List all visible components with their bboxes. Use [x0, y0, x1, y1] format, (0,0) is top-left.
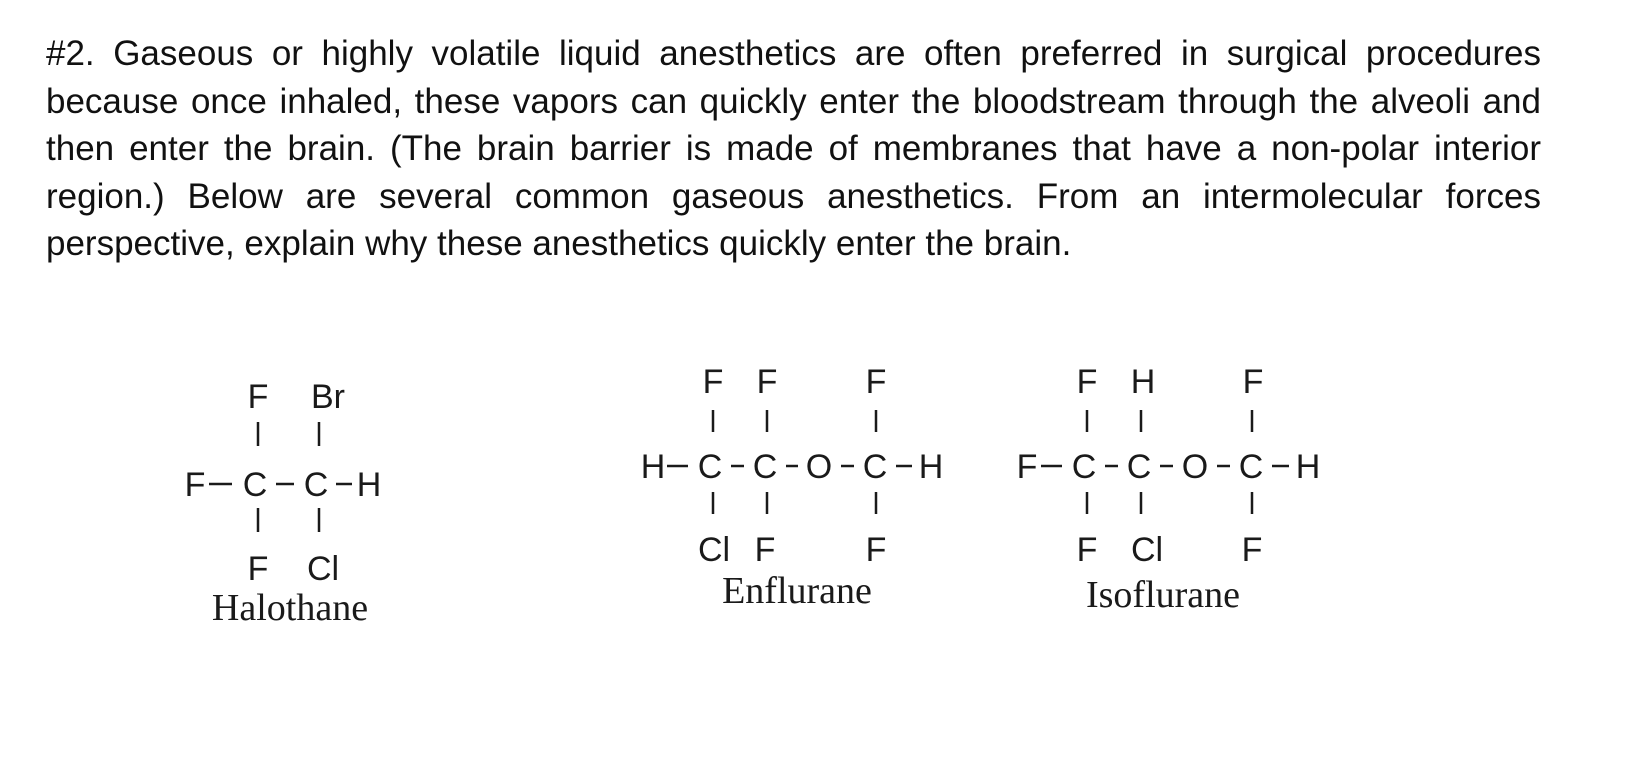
enflurane-bottom-atom-3: F: [865, 531, 887, 569]
isoflurane-mid-atom-5: C: [1238, 448, 1264, 486]
isoflurane-mid-atom-1: F: [1016, 448, 1038, 486]
enflurane-mid-atom-2: C: [697, 448, 723, 486]
enflurane-mid-atom-5: C: [862, 448, 888, 486]
isoflurane-top-atom-3: F: [1242, 363, 1264, 401]
halothane-structure: [185, 378, 382, 629]
isoflurane-top-atom-2: H: [1130, 363, 1156, 401]
halothane-mid-atom-1: F: [184, 466, 206, 504]
enflurane-bottom-atom-1: Cl: [697, 531, 731, 569]
enflurane-mid-atom-6: H: [918, 448, 944, 486]
halothane-bottom-atom-1: F: [247, 550, 269, 588]
isoflurane-mid-atom-4: O: [1181, 448, 1209, 486]
enflurane-label: Enflurane: [722, 570, 872, 612]
question-text: #2. Gaseous or highly volatile liquid anesthetics are often preferred in surgical procedures because once inhaled, these vapors can quickly enter the bloodstream through the alveoli and then enter the brain. (The brain barrier is made of membranes that have a non-polar interior region.) Below are several common gaseous anesthetics. From an intermolecular forces perspective, explain why these anesthetics quickly enter the brain.: [46, 34, 1541, 263]
enflurane-mid-atom-4: O: [805, 448, 833, 486]
halothane-mid-atom-4: H: [356, 466, 382, 504]
halothane-top-atom-2: Br: [311, 378, 345, 416]
isoflurane-mid-atom-6: H: [1295, 448, 1321, 486]
isoflurane-bottom-atom-2: Cl: [1130, 531, 1164, 569]
enflurane-mid-atom-1: H: [640, 448, 666, 486]
isoflurane-bottom-atom-3: F: [1241, 531, 1263, 569]
halothane-mid-atom-2: C: [242, 466, 268, 504]
enflurane-mid-atom-3: C: [752, 448, 778, 486]
halothane-label: Halothane: [211, 587, 369, 629]
isoflurane-structure: [1017, 363, 1321, 616]
enflurane-top-atom-2: F: [756, 363, 778, 401]
enflurane-top-atom-1: F: [702, 363, 724, 401]
enflurane-structure: [641, 363, 944, 612]
enflurane-top-atom-3: F: [865, 363, 887, 401]
isoflurane-mid-atom-3: C: [1126, 448, 1152, 486]
halothane-bottom-atom-2: Cl: [306, 550, 340, 588]
enflurane-bottom-atom-2: F: [754, 531, 776, 569]
isoflurane-mid-atom-2: C: [1071, 448, 1097, 486]
isoflurane-bottom-atom-1: F: [1076, 531, 1098, 569]
halothane-mid-atom-3: C: [303, 466, 329, 504]
isoflurane-label: Isoflurane: [1085, 574, 1241, 616]
halothane-top-atom-1: F: [247, 378, 269, 416]
isoflurane-top-atom-1: F: [1076, 363, 1098, 401]
